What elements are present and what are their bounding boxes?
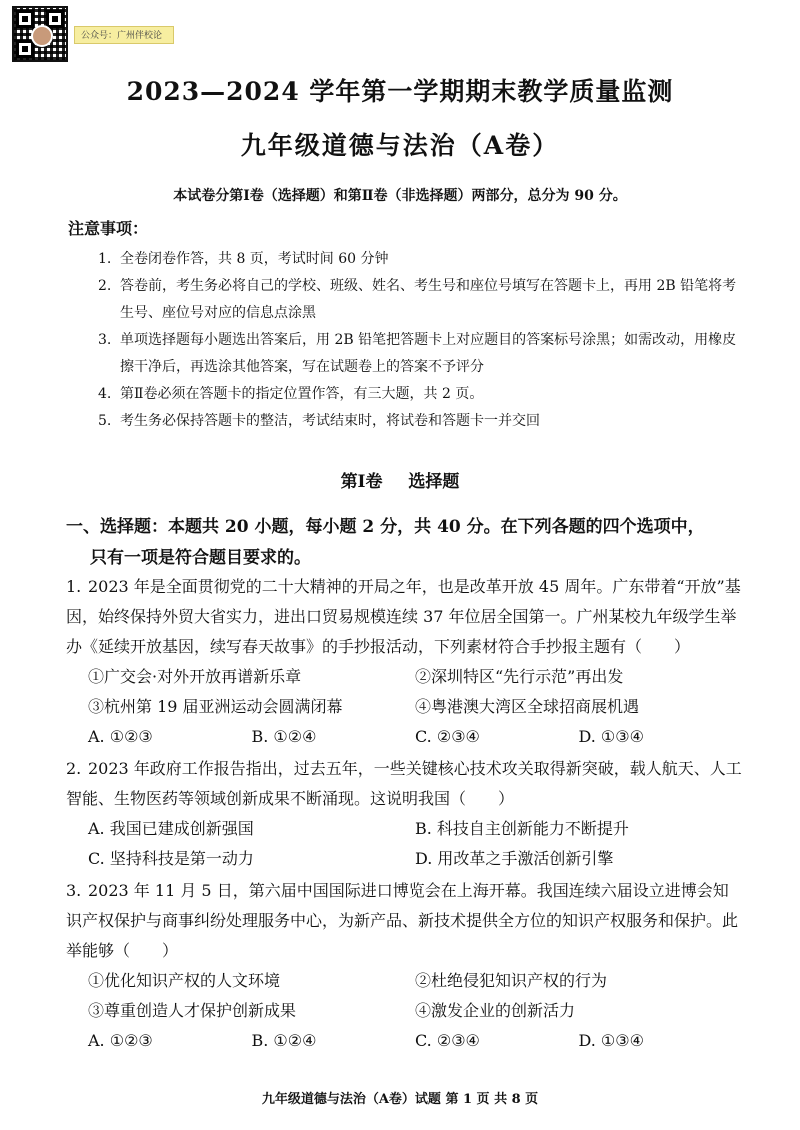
note-number: 2. [98,278,112,294]
statement-option: ④激发企业的创新活力 [415,1001,576,1020]
answer-choice: D. ①③④ [578,1031,644,1050]
question-2 [66,754,742,874]
note-text: 考生务必保持答题卡的整洁，考试结束时，将试卷和答题卡一并交回 [120,413,540,429]
statement-option: ②杜绝侵犯知识产权的行为 [415,971,608,990]
note-text: 全卷闭卷作答，共 8 页，考试时间 60 分钟 [120,251,389,267]
answer-choice: A. 我国已建成创新强国 [88,819,254,838]
question-number: 2. [66,759,82,778]
answer-choice: A. ①②③ [88,727,153,746]
question-1 [66,572,742,752]
answer-choices [66,1026,742,1056]
answer-choice: A. ①②③ [88,1031,153,1050]
question-stem [66,876,742,966]
exam-intro: 本试卷分第Ⅰ卷（选择题）和第Ⅱ卷（非选择题）两部分，总分为 90 分。 [173,188,627,204]
note-text: 第Ⅱ卷必须在答题卡的指定位置作答，有三大题，共 2 页。 [120,386,484,402]
page-footer: 九年级道德与法治（A卷）试题 第 1 页 共 8 页 [261,1092,539,1107]
part-one-line1: 一、选择题：本题共 20 小题，每小题 2 分，共 40 分。在下列各题的四个选项中， [66,517,705,537]
statement-options [66,966,742,1026]
qr-avatar [31,25,53,47]
answer-choice: C. ②③④ [415,1031,480,1050]
note-number: 1. [98,251,112,267]
exam-subtitle: 九年级道德与法治（A卷） [240,131,560,160]
question-text: 2023 年是全面贯彻党的二十大精神的开局之年，也是改革开放 45 周年。广东带着“开放”基因，始终保持外贸大省实力，进出口贸易规模连续 37 年位居全国第一。广州某校九年级学生举办《延续开放基因，续写春天故事》的手抄报活动，下列素材符合手抄报主题有（ ） [66,577,741,656]
note-item [98,273,738,327]
answer-choice: C. 坚持科技是第一动力 [88,849,254,868]
answer-choice: B. ①②④ [251,727,317,746]
part-one-line2: 只有一项是符合题目要求的。 [90,548,311,568]
wechat-label: 公众号：广州伴校论 [74,26,174,44]
qr-finder-top-right [46,10,64,28]
answer-choices [66,722,742,752]
note-item [98,381,738,408]
statement-option: ②深圳特区“先行示范”再出发 [415,667,624,686]
question-3 [66,876,742,1056]
answer-choices [66,814,742,874]
qr-finder-bottom-left [16,40,34,58]
exam-title: 2023—2024 学年第一学期期末教学质量监测 [126,77,674,106]
answer-choice: D. ①③④ [578,727,644,746]
statement-option: ④粤港澳大湾区全球招商展机遇 [415,697,640,716]
note-item [98,327,738,381]
answer-choice: B. 科技自主创新能力不断提升 [415,819,629,838]
qr-finder-top-left [16,10,34,28]
question-text: 2023 年 11 月 5 日，第六届中国国际进口博览会在上海开幕。我国连续六届设立进博会知识产权保护与商事纠纷处理服务中心，为新产品、新技术提供全方位的知识产权服务和保护。此举能够（ ） [66,881,739,960]
note-number: 4. [98,386,112,402]
note-text: 答卷前，考生务必将自己的学校、班级、姓名、考生号和座位号填写在答题卡上，再用 2B 铅笔将考生号、座位号对应的信息点涂黑 [120,278,737,321]
question-stem [66,754,742,814]
statement-option: ①广交会·对外开放再谱新乐章 [88,667,302,686]
note-number: 3. [98,332,112,348]
question-number: 3. [66,881,82,900]
section-title: 第Ⅰ卷 选择题 [340,472,460,492]
note-item [98,246,738,273]
note-number: 5. [98,413,112,429]
note-text: 单项选择题每小题选出答案后，用 2B 铅笔把答题卡上对应题目的答案标号涂黑；如需改动，用橡皮擦干净后，再选涂其他答案，写在试题卷上的答案不予评分 [120,332,737,375]
statement-option: ①优化知识产权的人文环境 [88,971,281,990]
question-list [66,572,742,1058]
statement-options [66,662,742,722]
part-one-heading [66,512,746,574]
question-stem [66,572,742,662]
notes-title: 注意事项： [68,219,149,238]
statement-option: ③尊重创造人才保护创新成果 [88,1001,297,1020]
question-number: 1. [66,577,82,596]
note-item [98,408,738,435]
answer-choice: C. ②③④ [415,727,480,746]
qr-code [12,6,68,62]
question-text: 2023 年政府工作报告指出，过去五年，一些关键核心技术攻关取得新突破，载人航天、人工智能、生物医药等领域创新成果不断涌现。这说明我国（ ） [66,759,742,808]
answer-choice: D. 用改革之手激活创新引擎 [415,849,614,868]
answer-choice: B. ①②④ [251,1031,317,1050]
notes-list [98,246,738,435]
statement-option: ③杭州第 19 届亚洲运动会圆满闭幕 [88,697,343,716]
